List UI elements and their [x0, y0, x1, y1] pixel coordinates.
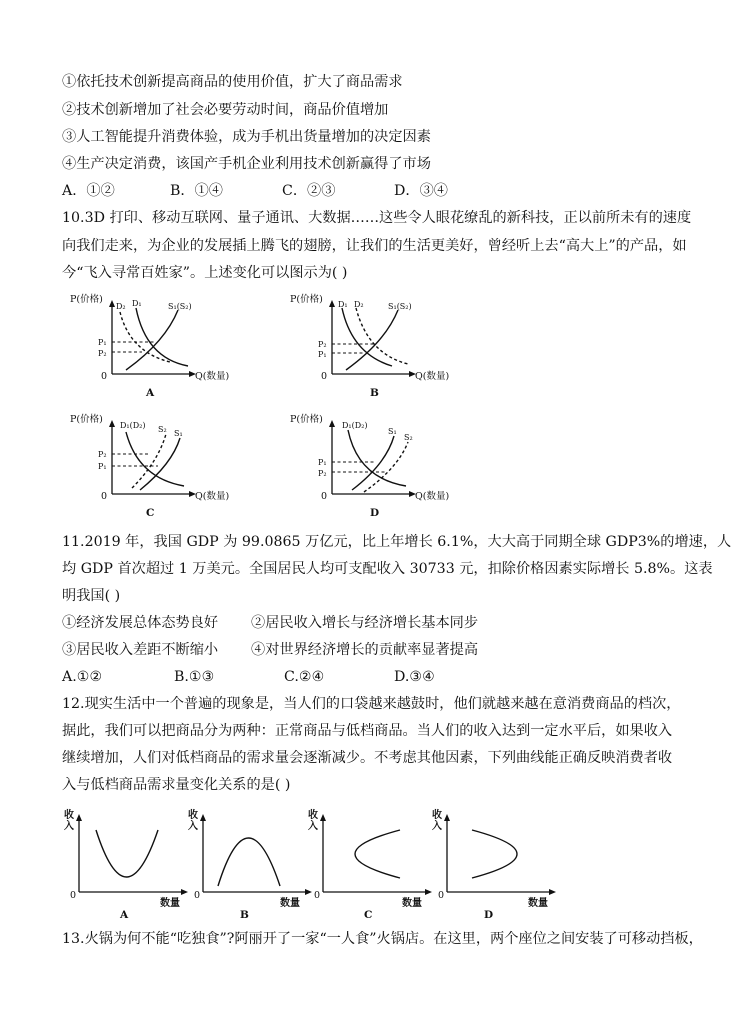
q9-item-4: ④生产决定消费，该国产手机企业利用技术创新赢得了市场	[62, 156, 431, 172]
origin-label: 0	[101, 371, 108, 382]
curve-label-2: D₁	[132, 299, 142, 308]
price-label-2: P₁	[98, 462, 107, 471]
origin-label: 0	[438, 890, 445, 901]
q11-item-3: ③居民收入差距不断缩小	[62, 642, 219, 658]
origin-label: 0	[314, 890, 321, 901]
axis-y-label-2: 入	[308, 821, 318, 832]
price-label-2: P₂	[98, 349, 107, 358]
origin-label: 0	[101, 491, 108, 502]
q11-item-1: ①经济发展总体态势良好	[62, 615, 219, 631]
axis-y-label-2: 入	[432, 821, 442, 832]
q9-item-1: ①依托技术创新提高商品的使用价值，扩大了商品需求	[62, 74, 403, 90]
q12-line-1: 12.现实生活中一个普遍的现象是，当人们的口袋越来越鼓时，他们就越来越在意消费商品的档次，	[62, 696, 681, 712]
q11-option-d: D.③④	[394, 669, 435, 685]
q10-line-1: 10.3D 打印、移动互联网、量子通讯、大数据……这些令人眼花缭乱的新科技，正以前所未有的速度	[62, 210, 692, 226]
q12-graph-b	[188, 806, 321, 921]
axis-y-label-2: 入	[188, 821, 198, 832]
price-label-2: P₂	[318, 469, 327, 478]
graph-label: C	[146, 507, 155, 519]
axis-x-label: 数量	[402, 898, 422, 909]
axis-x-label: Q(数量)	[195, 371, 230, 382]
q11-line-2: 均 GDP 首次超过 1 万美元。全国居民人均可支配收入 30733 元，扣除价格因素实际增长 5.8%。这表	[62, 561, 713, 577]
q10-graph-a	[70, 292, 270, 407]
axis-x-label: Q(数量)	[415, 491, 450, 502]
axis-y-label-1: 收	[188, 810, 198, 821]
axis-x-label: Q(数量)	[415, 371, 450, 382]
q11-items-row-2	[62, 640, 478, 660]
q9-option-a: A．①②	[62, 183, 115, 199]
q11-line-1: 11.2019 年，我国 GDP 为 99.0865 万亿元，比上年增长 6.1%，大大高于同期全球 GDP3%的增速，人	[62, 534, 732, 550]
origin-label: 0	[70, 890, 77, 901]
graph-label: B	[240, 909, 249, 921]
q11-items-row-1	[62, 613, 478, 633]
q10-graph-d	[290, 412, 490, 527]
curve-label-3: S₁(S₂)	[168, 302, 192, 311]
curve-label-2: D₂	[354, 300, 364, 309]
price-label-2: P₁	[318, 350, 327, 359]
axis-y-label: P(价格)	[70, 294, 103, 305]
q11-line-3: 明我国( )	[62, 588, 121, 604]
price-label-1: P₂	[318, 340, 327, 349]
q10-line-2: 向我们走来，为企业的发展插上腾飞的翅膀，让我们的生活更美好，曾经听上去“高大上”的产品，如	[62, 238, 687, 254]
graph-label: A	[120, 909, 129, 921]
origin-label: 0	[321, 371, 328, 382]
curve-label-1: D₁(D₂)	[342, 421, 368, 430]
q11-option-c: C.②④	[284, 669, 325, 685]
graph-label: B	[370, 387, 379, 399]
axis-y-label-1: 收	[432, 810, 442, 821]
axis-x-label: 数量	[280, 898, 300, 909]
origin-label: 0	[194, 890, 201, 901]
origin-label: 0	[321, 491, 328, 502]
axis-y-label-1: 收	[308, 810, 318, 821]
q9-item-2: ②技术创新增加了社会必要劳动时间，商品价值增加	[62, 102, 389, 118]
q12-graph-c	[308, 806, 438, 921]
axis-y-label: P(价格)	[290, 414, 323, 425]
q11-option-a: A.①②	[62, 669, 103, 685]
q11-option-b: B.①③	[174, 669, 215, 685]
axis-y-label-2: 入	[64, 821, 74, 832]
curve-label-3: S₁(S₂)	[388, 302, 412, 311]
q11-options	[62, 667, 435, 687]
curve-label-2: S₂	[158, 425, 167, 434]
q12-line-2: 据此，我们可以把商品分为两种：正常商品与低档商品。当人们的收入达到一定水平后，如果收入	[62, 723, 673, 739]
curve-label-1: D₁	[338, 300, 348, 309]
axis-y-label: P(价格)	[70, 414, 103, 425]
axis-x-label: 数量	[528, 898, 548, 909]
q11-item-4: ④对世界经济增长的贡献率显著提高	[251, 642, 479, 658]
q12-line-3: 继续增加，人们对低档商品的需求量会逐渐减少。不考虑其他因素，下列曲线能正确反映消费者收	[62, 750, 673, 766]
q10-graph-c	[70, 412, 270, 527]
axis-y-label-1: 收	[64, 810, 74, 821]
price-label-1: P₁	[98, 338, 107, 347]
graph-label: D	[484, 909, 494, 921]
curve-label-3: S₁	[174, 429, 183, 438]
price-label-1: P₂	[98, 450, 107, 459]
graph-label: D	[370, 507, 380, 519]
graph-label: A	[146, 387, 155, 399]
graph-label: C	[364, 909, 373, 921]
curve-label-3: S₂	[404, 433, 413, 442]
q9-options	[62, 181, 448, 201]
q9-option-d: D．③④	[394, 183, 448, 199]
q12-line-4: 入与低档商品需求量变化关系的是( )	[62, 777, 291, 793]
axis-x-label: Q(数量)	[195, 491, 230, 502]
q12-graph-a	[64, 806, 194, 921]
curve-label-2: S₁	[388, 427, 397, 436]
q11-item-2: ②居民收入增长与经济增长基本同步	[251, 615, 479, 631]
q9-option-c: C．②③	[282, 183, 336, 199]
q10-graph-b	[290, 292, 490, 407]
curve-label-1: D₂	[116, 302, 126, 311]
curve-label-1: D₁(D₂)	[120, 421, 146, 430]
axis-y-label: P(价格)	[290, 294, 323, 305]
price-label-1: P₁	[318, 458, 327, 467]
q10-line-3: 今“飞入寻常百姓家”。上述变化可以图示为( )	[62, 265, 348, 281]
q12-graph-d	[432, 806, 562, 921]
q9-option-b: B．①④	[170, 183, 223, 199]
q9-item-3: ③人工智能提升消费体验，成为手机出货量增加的决定因素	[62, 129, 431, 145]
axis-x-label: 数量	[160, 898, 180, 909]
q13-line-1: 13.火锅为何不能“吃独食”?阿丽开了一家“一人食”火锅店。在这里，两个座位之间安装了可移动挡板，	[62, 931, 703, 947]
